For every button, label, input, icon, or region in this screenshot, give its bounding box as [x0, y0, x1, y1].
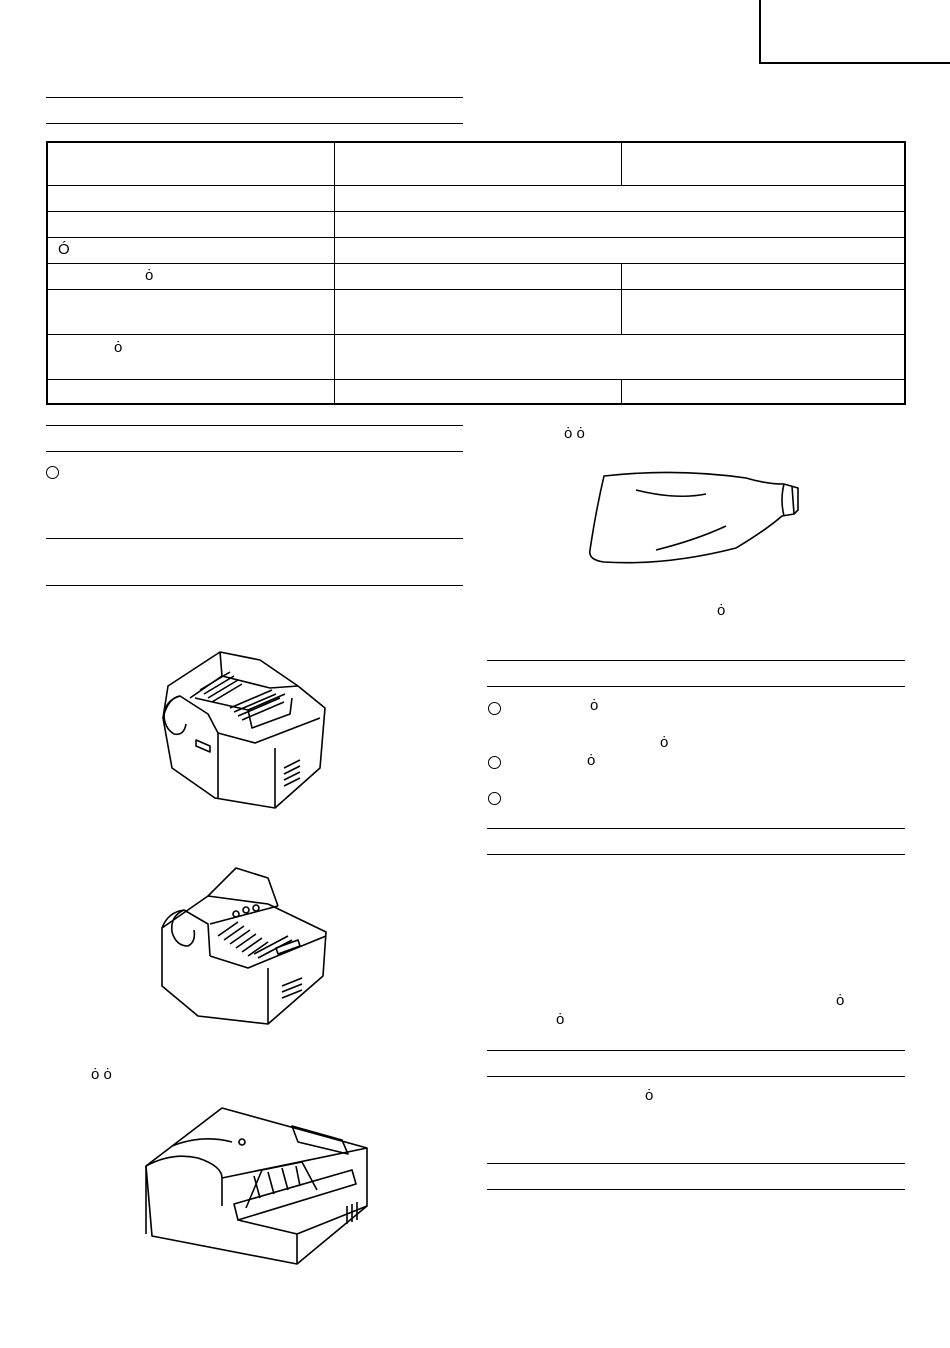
section-rule: [487, 854, 905, 855]
section-rule: [487, 1189, 905, 1190]
section-rule: [487, 1163, 905, 1164]
charger-caption-marks: ȯ ȯ: [91, 1066, 112, 1083]
section-rule: [46, 425, 463, 426]
dust-bag-caption-marks: ȯ ȯ: [564, 425, 585, 442]
text-mark: ȯ: [590, 697, 599, 714]
table-col-divider-2b: [621, 264, 622, 334]
page-number-box: [759, 0, 950, 64]
section-rule: [487, 1076, 905, 1077]
text-mark: ȯ: [660, 734, 669, 751]
table-col-divider-1: [334, 143, 335, 403]
bullet-circle: [488, 756, 501, 769]
section-rule: [46, 585, 463, 586]
table-row-line: [48, 263, 904, 264]
battery-pack-icon: [160, 648, 335, 813]
section-rule: [487, 660, 905, 661]
table-mark-dotted-o: ȯ: [114, 339, 123, 356]
section-rule-bottom: [46, 123, 463, 124]
specifications-table: [46, 141, 906, 405]
table-row-line: [48, 289, 904, 290]
section-rule: [46, 538, 463, 539]
section-rule: [487, 686, 905, 687]
section-rule: [487, 828, 905, 829]
table-row-line: [48, 237, 904, 238]
table-mark-o: Ó: [58, 241, 70, 258]
dust-bag-icon: [586, 470, 801, 565]
text-mark: ȯ: [587, 752, 596, 769]
section-rule: [46, 451, 463, 452]
text-mark: ȯ: [556, 1011, 565, 1028]
battery-charger-icon: [142, 1106, 372, 1266]
table-col-divider-2c: [621, 379, 622, 403]
text-mark: ȯ: [717, 602, 726, 619]
table-col-divider-2a: [621, 143, 622, 185]
bullet-circle: [488, 702, 501, 715]
text-mark: ȯ: [836, 992, 845, 1009]
section-rule-top: [46, 97, 463, 98]
table-row-line: [48, 211, 904, 212]
text-mark: ȯ: [645, 1087, 654, 1104]
table-row-line: [48, 379, 904, 380]
table-row-line: [48, 334, 904, 335]
bullet-circle: [488, 792, 501, 805]
bullet-circle: [46, 466, 59, 479]
battery-pack-icon: [158, 866, 333, 1026]
table-row-line: [48, 185, 904, 186]
table-mark-dotted-o: ȯ: [145, 267, 154, 284]
section-rule: [487, 1050, 905, 1051]
